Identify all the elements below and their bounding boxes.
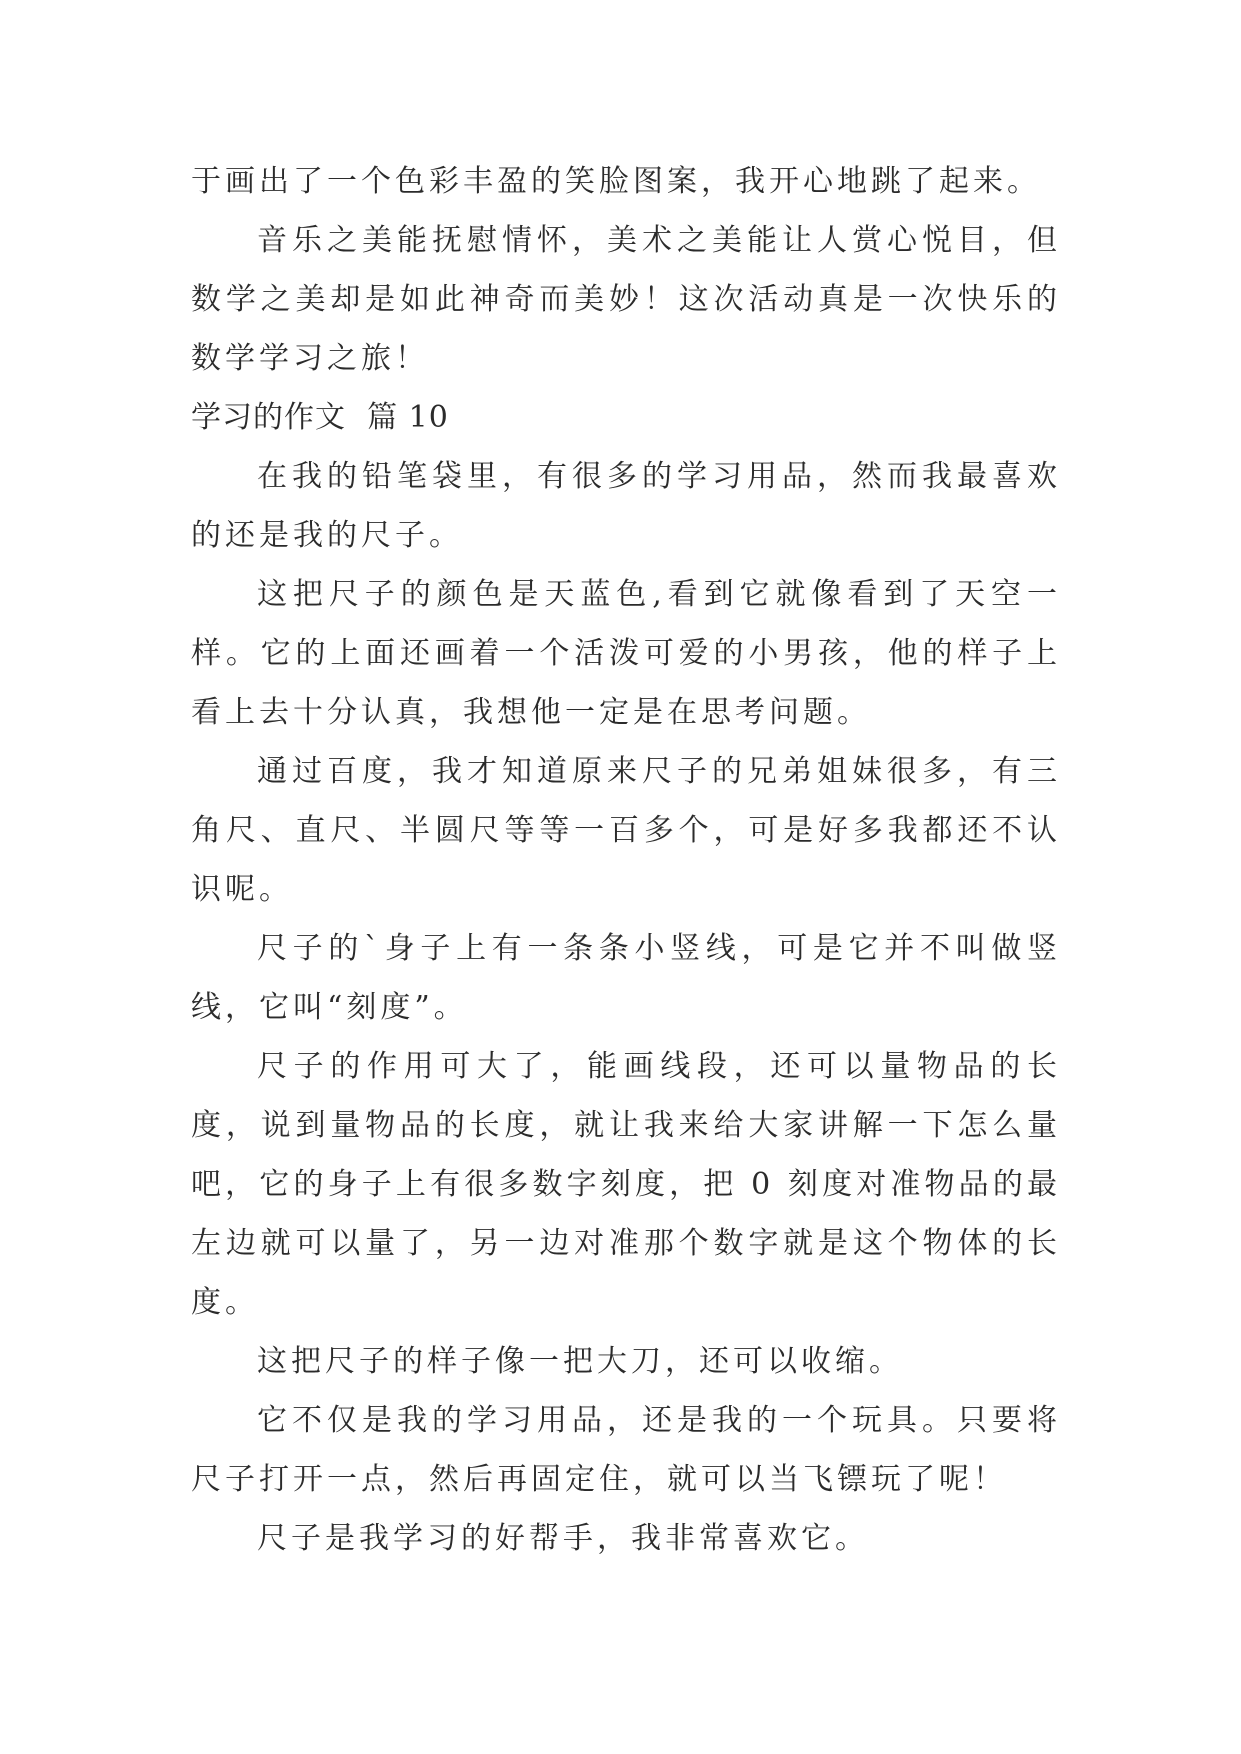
body-paragraph: 这把尺子的颜色是天蓝色,看到它就像看到了天空一样。它的上面还画着一个活泼可爱的小男孩，他的样子上看上去十分认真，我想他一定是在思考问题。 — [191, 577, 1061, 730]
body-paragraph: 通过百度，我才知道原来尺子的兄弟姐妹很多，有三角尺、直尺、半圆尺等等一百多个，可是好多我都还不认识呢。 — [191, 754, 1061, 907]
closing-paragraph: 音乐之美能抚慰情怀，美术之美能让人赏心悦目，但数学之美却是如此神奇而美妙！这次活动真是一次快乐的数学学习之旅！ — [191, 223, 1061, 376]
body-paragraph: 这把尺子的样子像一把大刀，还可以收缩。 — [257, 1344, 903, 1379]
section-heading: 学习的作文 篇 10 — [191, 400, 449, 435]
body-paragraph: 尺子的作用可大了，能画线段，还可以量物品的长度，说到量物品的长度，就让我来给大家讲解一下怎么量吧，它的身子上有很多数字刻度，把 0 刻度对准物品的最左边就可以量了，另一边对准那个数字就是这个物体的长度。 — [191, 1049, 1061, 1320]
body-paragraph: 尺子是我学习的好帮手，我非常喜欢它。 — [257, 1521, 869, 1556]
continuation-paragraph: 于画出了一个色彩丰盈的笑脸图案，我开心地跳了起来。 — [191, 164, 1041, 199]
document-body — [191, 152, 1061, 1568]
body-paragraph: 在我的铅笔袋里，有很多的学习用品，然而我最喜欢的还是我的尺子。 — [191, 459, 1061, 553]
body-paragraph: 尺子的`身子上有一条条小竖线，可是它并不叫做竖线，它叫“刻度”。 — [191, 931, 1061, 1025]
body-paragraph: 它不仅是我的学习用品，还是我的一个玩具。只要将尺子打开一点，然后再固定住，就可以当飞镖玩了呢！ — [191, 1403, 1061, 1497]
